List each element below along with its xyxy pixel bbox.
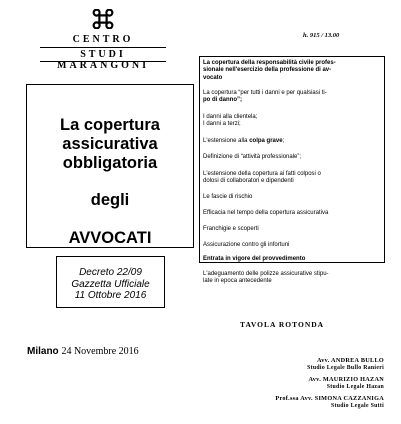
topic-item: L'estensione alla colpa grave;	[203, 138, 285, 144]
brand-divider	[40, 47, 166, 48]
topic-item: Entrata in vigore del provvedimento	[203, 256, 306, 262]
command-knot-icon	[83, 9, 123, 29]
topic-item: I danni alla clientela; I danni a terzi;	[203, 114, 258, 128]
title-line: obbligatoria	[62, 154, 158, 172]
round-table-title: TAVOLA ROTONDA	[240, 320, 325, 329]
speaker-name: Avv. ANDREA BULLO	[316, 357, 384, 364]
topic-item: Franchigie e scoperti	[203, 226, 259, 232]
topic-item: Definizione di “attività professionale”;	[203, 154, 302, 160]
topic-item: L'adeguamento delle polizze assicurative stipu- late in epoca antecedente	[203, 271, 329, 285]
speaker-name: Avv. MAURIZIO HAZAN	[308, 376, 384, 383]
brand-line-studi: STUDI	[80, 49, 126, 60]
speaker-name: Prof.ssa Avv. SIMONA CAZZANIGA	[275, 395, 384, 402]
title-line: AVVOCATI	[68, 229, 152, 247]
event-date: 24 Novembre 2016	[61, 346, 139, 357]
header-code: h. 915 / 13.00	[303, 32, 340, 39]
title-line: La copertura	[60, 116, 160, 134]
title-box	[26, 84, 194, 248]
topic-item: L'estensione della copertura ai fatti colposi o dolosi di collaboratori e dipendenti	[203, 171, 321, 185]
topic-item: Efficacia nel tempo della copertura assicurativa	[203, 210, 329, 216]
title-line: assicurativa	[62, 135, 158, 153]
decree-line: Gazzetta Ufficiale	[71, 278, 150, 290]
topic-item: Le fascie di rischio	[203, 194, 253, 200]
decree-line: 11 Ottobre 2016	[74, 290, 147, 301]
event-place-date	[27, 346, 139, 357]
topic-item: Assicurazione contro gli infortuni	[203, 242, 290, 248]
topic-intro: La copertura della responsabilità civile profes- sionale nell'esercizio della professione di av- vocato	[203, 60, 336, 81]
speaker-firm: Studio Legale Sutti	[330, 403, 384, 409]
event-city: Milano	[27, 346, 59, 357]
speaker-firm: Studio Legale Bullo Ranieri	[307, 365, 384, 371]
brand-line-marangoni: MARANGONI	[57, 60, 149, 71]
topic-item: La copertura “per tutti i danni e per qualsiasi ti- po di danno”;	[203, 90, 327, 104]
speaker-firm: Studio Legale Hazan	[326, 384, 384, 390]
title-line: degli	[90, 191, 130, 209]
decree-box	[56, 256, 165, 308]
brand-line-centro: CENTRO	[72, 34, 134, 45]
decree-line: Decreto 22/09	[79, 267, 142, 278]
